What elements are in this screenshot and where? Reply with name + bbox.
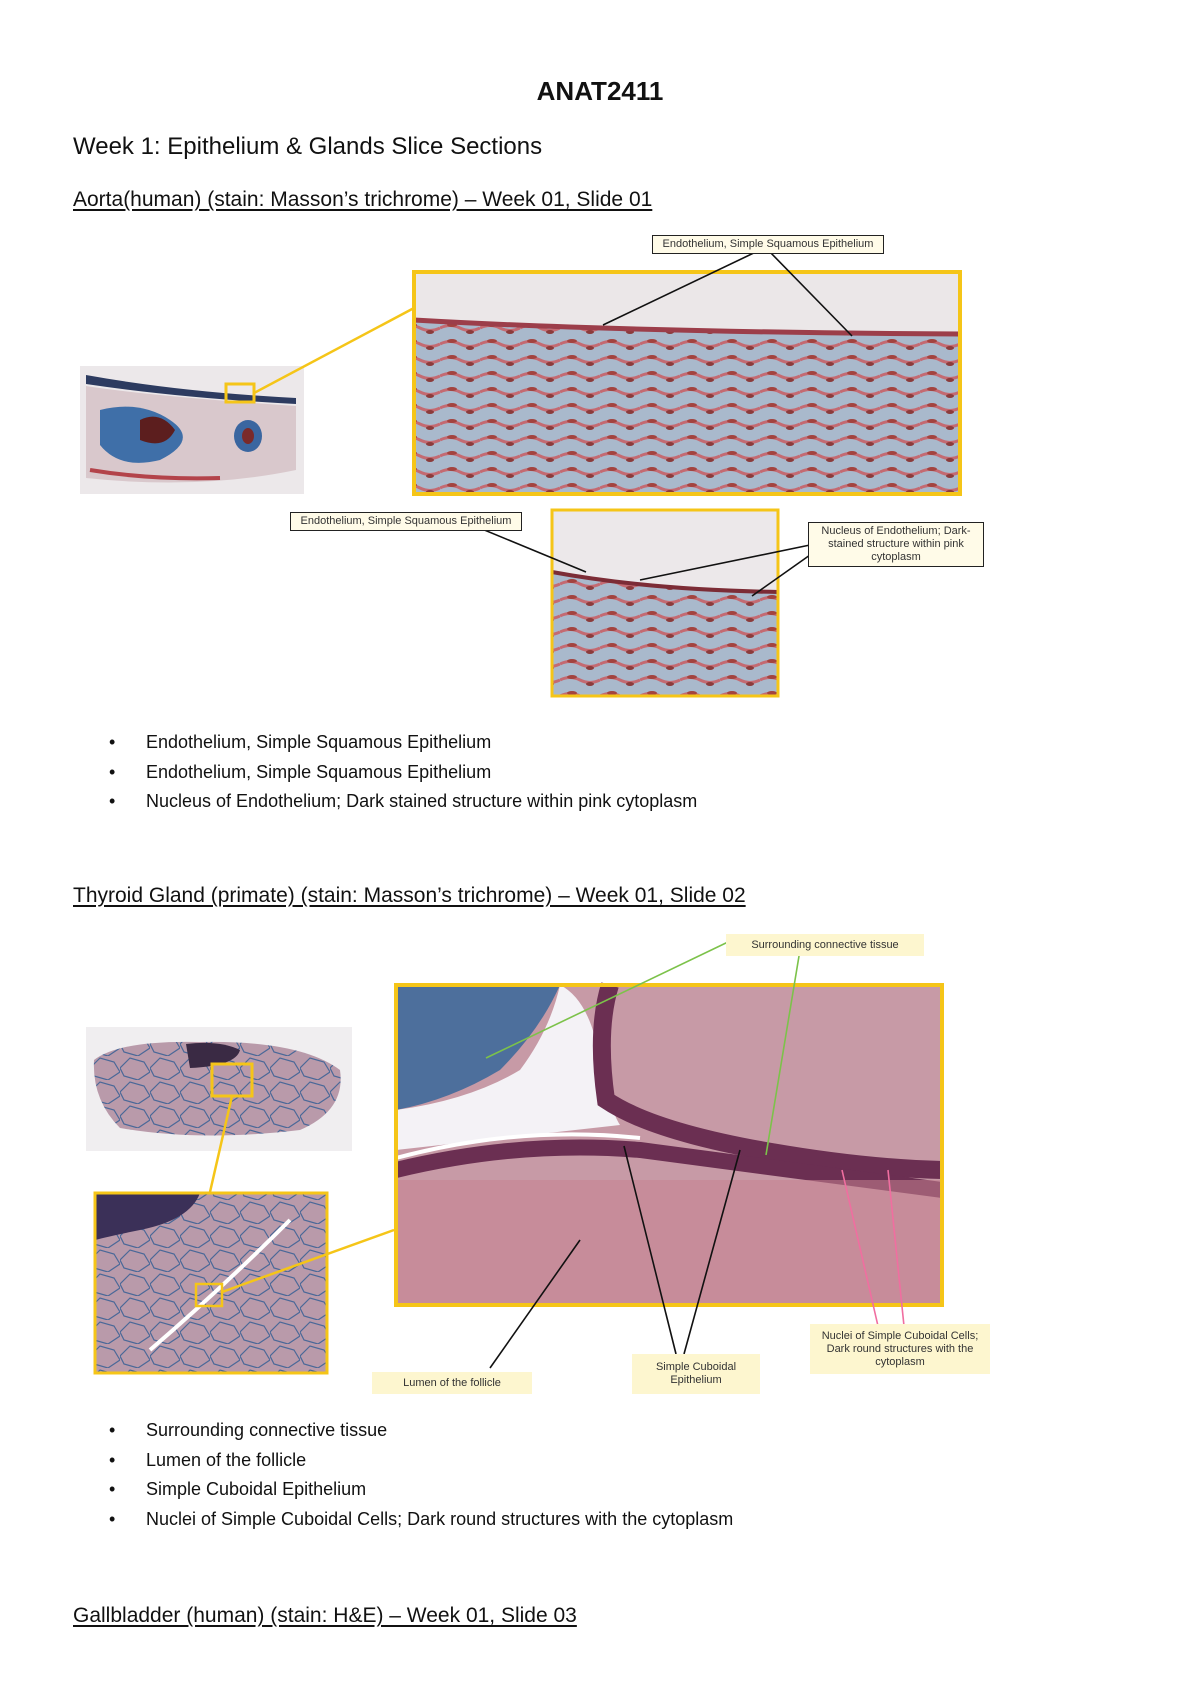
- aorta-label-endothelium-top: Endothelium, Simple Squamous Epithelium: [652, 235, 884, 254]
- thyroid-label-nuclei: Nuclei of Simple Cuboidal Cells; Dark round structures with the cytoplasm: [810, 1324, 990, 1374]
- week-heading: Week 1: Epithelium & Glands Slice Sections: [73, 133, 543, 160]
- thyroid-label-cuboidal-epithelium: Simple Cuboidal Epithelium: [632, 1354, 760, 1394]
- list-item: • Simple Cuboidal Epithelium: [73, 1475, 733, 1505]
- thyroid-mid-micrograph: [95, 1193, 327, 1373]
- thyroid-main-micrograph: [396, 985, 942, 1305]
- aorta-label-endothelium-left: Endothelium, Simple Squamous Epithelium: [290, 512, 522, 531]
- thyroid-section-heading: Thyroid Gland (primate) (stain: Masson’s trichrome) – Week 01, Slide 02: [73, 884, 746, 907]
- list-item: • Nuclei of Simple Cuboidal Cells; Dark round structures with the cytoplasm: [73, 1505, 733, 1535]
- list-item: • Endothelium, Simple Squamous Epithelium: [73, 728, 697, 758]
- list-item: • Nucleus of Endothelium; Dark stained structure within pink cytoplasm: [73, 787, 697, 817]
- aorta-section-heading: Aorta(human) (stain: Masson’s trichrome) – Week 01, Slide 01: [73, 188, 653, 211]
- thyroid-label-lumen: Lumen of the follicle: [372, 1372, 532, 1394]
- aorta-zoom-micrograph: [552, 510, 778, 696]
- list-item: • Lumen of the follicle: [73, 1446, 733, 1476]
- document-title: ANAT2411: [536, 76, 664, 106]
- thyroid-overview-thumbnail: [86, 1027, 352, 1151]
- aorta-figure: [0, 0, 1200, 720]
- aorta-main-micrograph: [414, 272, 960, 494]
- thyroid-figure-graphics: [0, 920, 1200, 1400]
- aorta-label-nucleus: Nucleus of Endothelium; Dark-stained structure within pink cytoplasm: [808, 522, 984, 567]
- list-item: • Endothelium, Simple Squamous Epithelium: [73, 758, 697, 788]
- thyroid-label-connective-tissue: Surrounding connective tissue: [726, 934, 924, 956]
- thyroid-bullet-list: [0, 1416, 733, 1534]
- thyroid-figure: [0, 920, 1200, 1400]
- gallbladder-section-heading: Gallbladder (human) (stain: H&E) – Week 01, Slide 03: [73, 1604, 577, 1627]
- aorta-bullet-list: [0, 728, 697, 817]
- list-item: • Surrounding connective tissue: [73, 1416, 733, 1446]
- aorta-figure-graphics: [0, 0, 1200, 720]
